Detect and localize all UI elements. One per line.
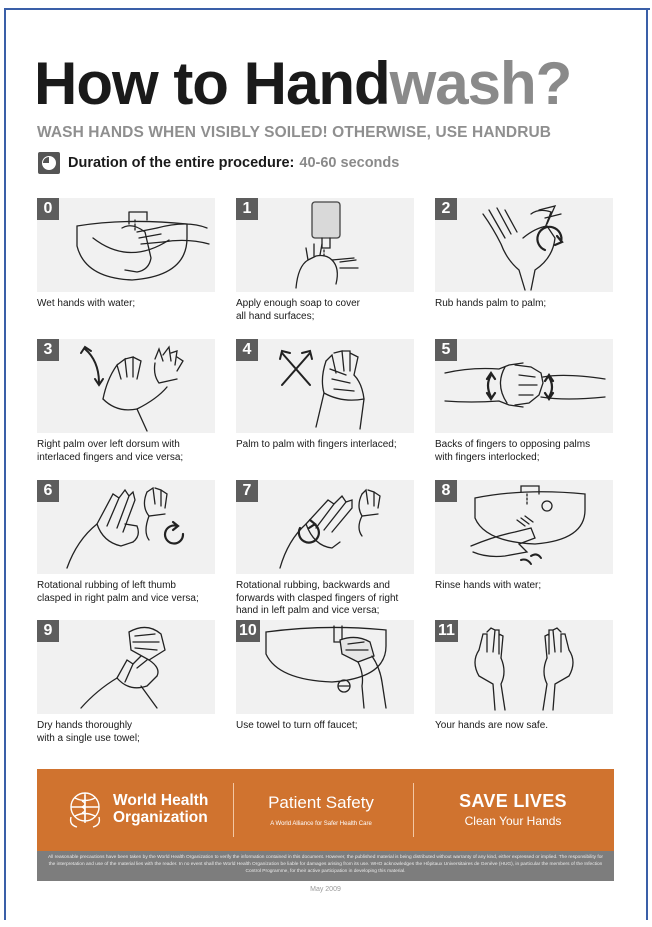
step-caption: Right palm over left dorsum with interlaced fingers and vice versa;: [37, 439, 184, 463]
step-2: [435, 198, 613, 311]
step-1: [236, 198, 414, 323]
step-number: 0: [37, 198, 59, 220]
step-caption: Palm to palm with fingers interlaced;: [236, 439, 397, 450]
step-number: 4: [236, 339, 258, 361]
palm-over-dorsum-icon: [37, 339, 215, 433]
step-illustration: [37, 198, 215, 292]
step-caption: Backs of fingers to opposing palms with fingers interlocked;: [435, 439, 591, 463]
step-illustration: [236, 339, 414, 433]
title-part-light: wash?: [389, 50, 572, 117]
sponsor-banner: [37, 769, 614, 851]
who-name: World Health Organization: [113, 792, 209, 826]
title-part-dark: How to Hand: [34, 50, 390, 117]
step-illustration: [236, 620, 414, 714]
turn-off-faucet-icon: [236, 620, 414, 714]
duration-label: Duration of the entire procedure:: [68, 155, 295, 171]
step-illustration: [37, 480, 215, 574]
step-caption: Dry hands thoroughly with a single use towel;: [37, 720, 140, 744]
publication-date: May 2009: [310, 886, 341, 893]
who-logo: [63, 787, 208, 831]
rinse-hands-icon: [435, 480, 613, 574]
dry-hands-towel-icon: [37, 620, 215, 714]
step-4: [236, 339, 414, 452]
step-caption: Rotational rubbing, backwards and forwards with clasped fingers of right hand in left palm and vice versa;: [236, 580, 399, 616]
step-caption: Rotational rubbing of left thumb clasped in right palm and vice versa;: [37, 580, 199, 604]
save-lives-title: SAVE LIVES: [459, 791, 567, 811]
step-caption: Use towel to turn off faucet;: [236, 720, 358, 731]
step-number: 9: [37, 620, 59, 642]
step-number: 7: [236, 480, 258, 502]
clock-icon: [38, 152, 60, 174]
step-number: 8: [435, 480, 457, 502]
step-number: 6: [37, 480, 59, 502]
step-caption: Your hands are now safe.: [435, 720, 549, 731]
fingertip-rubbing-icon: [236, 480, 414, 574]
frame-border-top: [4, 8, 650, 10]
step-illustration: [435, 480, 613, 574]
step-caption: Rub hands palm to palm;: [435, 298, 547, 309]
step-7: [236, 480, 414, 618]
step-11: [435, 620, 613, 733]
step-illustration: [37, 339, 215, 433]
step-number: 3: [37, 339, 59, 361]
page-title: [34, 52, 571, 116]
clean-hands-icon: [435, 620, 613, 714]
step-caption: Apply enough soap to cover all hand surfaces;: [236, 298, 360, 322]
step-10: [236, 620, 414, 733]
step-6: [37, 480, 215, 605]
palm-to-palm-icon: [435, 198, 613, 292]
duration-line: [38, 152, 399, 174]
patient-safety-tagline: A World Alliance for Safer Health Care: [270, 821, 372, 827]
step-number: 1: [236, 198, 258, 220]
step-number: 5: [435, 339, 457, 361]
save-lives-tagline: Clean Your Hands: [464, 814, 562, 828]
step-illustration: [435, 198, 613, 292]
patient-safety-logo: [243, 793, 399, 827]
step-caption: Wet hands with water;: [37, 298, 136, 309]
step-number: 10: [236, 620, 260, 642]
step-illustration: [435, 620, 613, 714]
frame-border-left: [4, 8, 6, 920]
step-illustration: [236, 198, 414, 292]
soap-dispenser-icon: [236, 198, 414, 292]
duration-value: 40-60 seconds: [299, 155, 400, 171]
step-illustration: [236, 480, 414, 574]
who-emblem-icon: [63, 787, 107, 831]
subtitle: WASH HANDS WHEN VISIBLY SOILED! OTHERWISE, USE HANDRUB: [37, 124, 552, 141]
thumb-rubbing-icon: [37, 480, 215, 574]
step-9: [37, 620, 215, 745]
banner-divider: [413, 783, 414, 837]
patient-safety-title: Patient Safety: [268, 793, 374, 812]
step-8: [435, 480, 613, 593]
step-illustration: [435, 339, 613, 433]
disclaimer-text: All reasonable precautions have been taken by the World Health Organization to verify the information contained in this document. However, the published material is being distributed without warranty of any kind, either expressed or implied. The responsibility for the interpretation and use of the material lies with the reader. In no event shall the World Health Organization be liable for damages arising from its use. WHO acknowledges the Hôpitaux Universitaires de Genève (HUG), in particular the members of the Infection Control Programme, for their active participation in developing this material.: [37, 851, 614, 881]
step-illustration: [37, 620, 215, 714]
fingers-interlaced-icon: [236, 339, 414, 433]
backs-of-fingers-icon: [435, 339, 613, 433]
step-5: [435, 339, 613, 464]
step-0: [37, 198, 215, 311]
step-3: [37, 339, 215, 464]
step-caption: Rinse hands with water;: [435, 580, 542, 591]
frame-border-right: [646, 8, 648, 920]
wet-hands-icon: [37, 198, 215, 292]
banner-divider: [233, 783, 234, 837]
step-number: 2: [435, 198, 457, 220]
save-lives-logo: [425, 791, 601, 828]
step-number: 11: [435, 620, 458, 642]
